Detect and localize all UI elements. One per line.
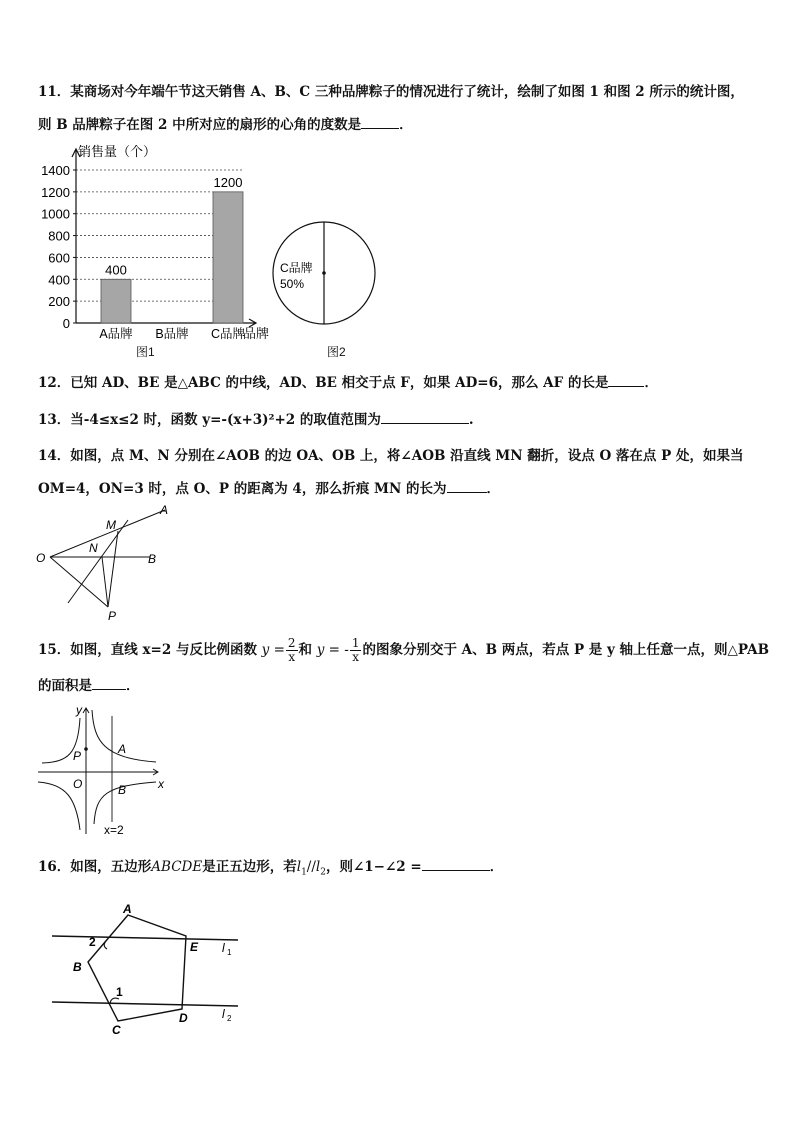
answer-blank[interactable] <box>381 410 469 424</box>
q15-y-eq1: y = <box>261 642 285 658</box>
q14-line2 <box>38 479 500 499</box>
frac1-denominator: x <box>288 650 296 664</box>
x-tick-label: B品牌 <box>155 327 189 341</box>
y-tick-label: 0 <box>62 316 70 331</box>
q16-mid: 是正五边形，若 <box>202 859 297 875</box>
label-b: B <box>118 783 127 797</box>
q13-line <box>38 410 474 430</box>
frac1-numerator: 2 <box>287 636 296 650</box>
q11-line2 <box>38 115 413 135</box>
segment-np <box>102 557 108 607</box>
answer-blank[interactable] <box>361 115 399 129</box>
label-n: N <box>89 541 98 555</box>
label-b: B <box>73 960 82 974</box>
fold-line-mn <box>68 520 128 603</box>
pie-chart <box>272 220 382 330</box>
y-axis-title: 销售量（个） <box>78 144 157 159</box>
x-tick-label: C品牌 <box>210 327 246 341</box>
label-l1: l <box>222 941 225 955</box>
q16-l1: l <box>296 859 302 875</box>
q11-line2-text: 则 B 品牌粽子在图 2 中所对应的扇形的心角的度数是 <box>38 117 362 133</box>
q13-text: 13．当-4≤x≤2 时，函数 y=-(x+3)²+2 的取值范围为 <box>38 412 381 428</box>
q13-end: . <box>468 412 474 428</box>
label-c: C <box>112 1023 121 1037</box>
label-d: D <box>179 1011 188 1025</box>
q14-line2-text: OM=4，ON=3 时，点 O、P 的距离为 4，那么折痕 MN 的长为 <box>38 481 447 497</box>
q16-end: ． <box>489 859 504 875</box>
bar-data-label: 1200 <box>213 174 243 190</box>
frac2-numerator: 1 <box>351 636 360 650</box>
y-tick-label: 1000 <box>41 206 70 222</box>
x-tick-label: A品牌 <box>99 327 133 341</box>
segment-op <box>50 557 108 607</box>
q16-shape: ABCDE <box>151 859 203 875</box>
q14-end: ． <box>486 481 500 497</box>
q11-line1: 11．某商场对今年端午节这天销售 A、B、C 三种品牌粽子的情况进行了统计，绘制了如图 1 和图 2 所示的统计图， <box>38 84 744 100</box>
q16-l2: l <box>315 859 321 875</box>
q15-end: ． <box>126 678 140 694</box>
label-a: A <box>118 742 127 756</box>
y-tick-label: 200 <box>48 294 70 310</box>
point-p <box>84 747 88 751</box>
pie-center-dot <box>322 271 326 275</box>
q16-line <box>38 857 503 883</box>
label-b: B <box>148 552 157 566</box>
line-l1 <box>52 936 238 940</box>
q15-line2 <box>38 676 140 696</box>
y-tick-label: 600 <box>48 250 70 266</box>
pie-label-c: C品牌 <box>280 261 313 275</box>
bar <box>213 192 243 323</box>
q15-line1 <box>38 637 769 664</box>
y-tick-label: 400 <box>48 272 70 288</box>
bar-data-label: 400 <box>105 262 127 278</box>
label-l2: l <box>222 1007 225 1021</box>
pentagon-diagram <box>46 900 246 1040</box>
q15-mid: 和 <box>298 642 313 658</box>
label-x: x <box>158 777 164 791</box>
q12-text: 12．已知 AD、BE 是△ABC 的中线，AD、BE 相交于点 F，如果 AD=6，那么 AF 的长是 <box>38 375 609 391</box>
line-l2 <box>52 1002 238 1006</box>
q16-l1-sub: 1 <box>301 867 307 878</box>
q12-end: ． <box>644 375 658 391</box>
label-l1-sub: 1 <box>227 948 232 957</box>
q16-post: ，则∠1−∠2 = <box>325 859 422 875</box>
label-y: y <box>76 703 82 717</box>
fraction-1-over-x <box>350 637 362 664</box>
frac2-denominator: x <box>352 650 360 664</box>
bar <box>101 279 131 323</box>
fraction-2-over-x <box>286 637 298 664</box>
label-2: 2 <box>89 935 96 949</box>
q15-post: 的图象分别交于 A、B 两点，若点 P 是 y 轴上任意一点，则△PAB <box>362 642 769 658</box>
y-tick-label: 1200 <box>41 184 70 200</box>
label-m: M <box>106 518 116 532</box>
q11-line2-end: ． <box>399 117 413 133</box>
label-l2-sub: 2 <box>227 1014 232 1023</box>
bar-chart <box>30 138 290 343</box>
segment-mp <box>108 531 118 607</box>
angle-fold-diagram <box>30 500 180 625</box>
y-tick-label: 800 <box>48 228 70 244</box>
label-e: E <box>190 940 199 954</box>
y-tick-label: 1400 <box>41 163 70 178</box>
q16-pre: 16．如图，五边形 <box>38 859 152 875</box>
label-1: 1 <box>116 985 123 999</box>
answer-blank[interactable] <box>608 373 644 387</box>
q15-line2-text: 的面积是 <box>38 678 92 694</box>
inverse-function-graph <box>36 702 171 842</box>
fig1-caption: 图1 <box>136 345 155 359</box>
answer-blank[interactable] <box>92 676 126 690</box>
angle-2-arc <box>104 941 107 949</box>
q15-y-eq2: y = - <box>316 642 349 658</box>
label-x-eq-2: x=2 <box>104 823 124 837</box>
label-p: P <box>73 749 82 763</box>
q14-line1: 14．如图，点 M、N 分别在∠AOB 的边 OA、OB 上，将∠AOB 沿直线 MN 翻折，设点 O 落在点 P 处，如果当 <box>38 448 744 464</box>
label-a: A <box>123 902 132 916</box>
pie-label-percent: 50% <box>280 277 305 291</box>
label-o: O <box>36 551 46 565</box>
label-o: O <box>73 777 83 791</box>
answer-blank[interactable] <box>447 479 487 493</box>
label-a: A <box>160 503 169 517</box>
q16-l2-sub: 2 <box>320 867 326 878</box>
fig2-caption: 图2 <box>327 345 346 359</box>
label-p: P <box>108 609 117 623</box>
q16-parallel: // <box>306 859 316 875</box>
q12-line <box>38 373 658 393</box>
x-axis-title: 品牌 <box>243 326 270 341</box>
answer-blank[interactable] <box>422 857 490 871</box>
q15-pre: 15．如图，直线 x=2 与反比例函数 <box>38 642 257 658</box>
